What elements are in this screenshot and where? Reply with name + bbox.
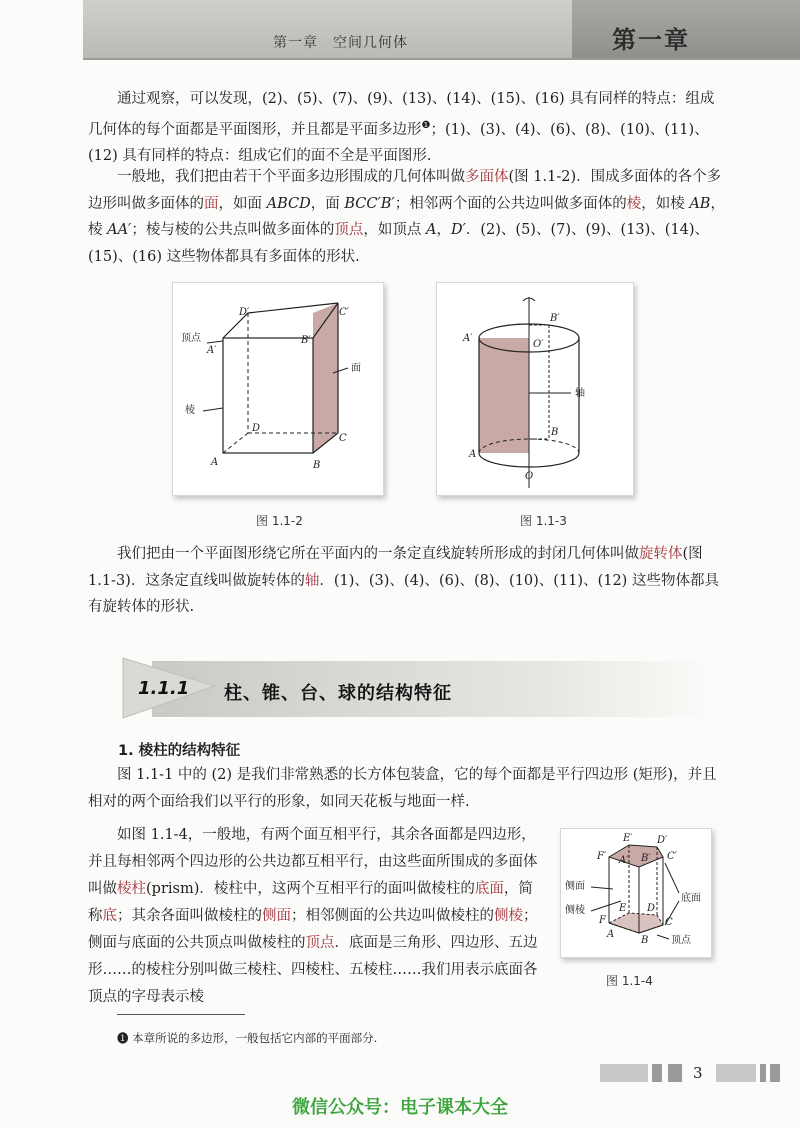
face-highlight xyxy=(313,303,338,453)
term-edge: 棱 xyxy=(626,195,642,212)
math: ABCD xyxy=(266,195,311,212)
label-vertex: 顶点 xyxy=(181,333,201,344)
label-O: O xyxy=(525,471,534,482)
label-E-prime: E′ xyxy=(623,833,633,844)
text: 我们把由一个平面图形绕它所在平面内的一条定直线旋转所形成的封闭几何体叫做 xyxy=(117,546,639,562)
label-C: C xyxy=(339,433,347,444)
cuboid-diagram xyxy=(173,283,383,495)
term-base-short: 底 xyxy=(102,908,117,924)
label-D: D xyxy=(647,903,656,914)
text: ；相邻两个面的公共边叫做多面体的 xyxy=(394,195,627,212)
label-D-prime: D′ xyxy=(239,307,250,318)
term-lateral-edge: 侧棱 xyxy=(494,908,523,924)
section-title: 柱、锥、台、球的结构特征 xyxy=(224,683,452,704)
text: ， xyxy=(436,222,451,238)
text: ，棱 xyxy=(88,195,725,238)
cylinder-diagram xyxy=(437,283,633,495)
label-B-prime: B′ xyxy=(641,853,651,864)
term-solid-of-revolution: 旋转体 xyxy=(639,546,683,562)
footer-bar xyxy=(760,1064,766,1082)
label-B: B xyxy=(641,935,649,946)
label-E: E xyxy=(619,903,627,914)
section-number: 1.1.1 xyxy=(138,678,190,699)
term-polyhedron: 多面体 xyxy=(465,169,509,185)
math: BCC′B′ xyxy=(344,195,395,212)
figure-1-1-3-caption: 图 1.1-3 xyxy=(520,514,567,528)
term-axis: 轴 xyxy=(304,572,320,589)
term-base: 底面 xyxy=(474,881,504,897)
label-A-prime: A′ xyxy=(207,345,217,356)
math: AB xyxy=(689,195,711,212)
footnote-mark: ❶ xyxy=(117,1031,129,1045)
label-O-prime: O′ xyxy=(533,339,544,350)
text: 一般地，我们把由若干个平面多边形围成的几何体叫做 xyxy=(117,169,465,185)
text: (图 1.1-2)．围成多面体的各个多边形叫做多面体的 xyxy=(88,169,722,212)
figure-1-1-4 xyxy=(560,828,712,958)
text: 图 1.1-1 中的 (2) 是我们非常熟悉的长方体包装盒，它的每个面都是平行四边形 (矩形)，并且相对的两个面给我们以平行的形象，如同天花板与地面一样. xyxy=(88,767,717,810)
text: (prism)．棱柱中，这两个互相平行的面叫做棱柱的 xyxy=(146,881,475,897)
paragraph-solid-of-revolution xyxy=(88,541,728,621)
label-axis: 轴 xyxy=(575,388,585,399)
label-B-prime: B′ xyxy=(550,313,560,324)
footer-bar xyxy=(716,1064,756,1082)
text: ；(1)、(3)、(4)、(6)、(8)、(10)、(11)、(12) 具有同样的特点：组成它们的面不全是平面图形. xyxy=(88,121,709,164)
text: ，简称 xyxy=(88,881,533,924)
footer-bar xyxy=(668,1064,682,1082)
label-C-prime: C′ xyxy=(667,851,677,862)
footer-bar xyxy=(652,1064,662,1082)
label-B: B xyxy=(313,460,321,471)
label-edge: 棱 xyxy=(185,405,195,416)
paragraph-cuboid-box xyxy=(88,762,728,815)
page-header xyxy=(83,0,800,60)
footer-bar xyxy=(770,1064,780,1082)
label-B-prime: B′ xyxy=(301,335,311,346)
header-chapter-title: 第一章 空间几何体 xyxy=(273,35,408,51)
chapter-badge xyxy=(572,0,800,58)
label-D-prime: D′ xyxy=(657,835,668,846)
term-vertex: 顶点 xyxy=(334,222,364,238)
prism-diagram xyxy=(561,829,711,957)
text: ；相邻侧面的公共边叫做棱柱的 xyxy=(291,908,494,924)
label-B: B xyxy=(551,427,559,438)
math: A xyxy=(425,222,437,238)
paragraph-observation xyxy=(88,86,728,169)
text: ．(2)、(5)、(7)、(9)、(13)、(14)、(15)、(16) 这些物体都具有多面体的形状. xyxy=(88,222,710,265)
math: AA′ xyxy=(107,222,132,238)
label-lateral-face: 侧面 xyxy=(565,881,585,892)
subheading-prism: 1. 棱柱的结构特征 xyxy=(118,743,241,759)
footnote-divider xyxy=(117,1014,245,1015)
label-A-prime: A′ xyxy=(619,855,629,866)
text: ，如面 xyxy=(218,195,267,212)
text: 通过观察，可以发现，(2)、(5)、(7)、(9)、(13)、(14)、(15)、(16) 具有同样的特点：组成几何体的每个面都是平面图形，并且都是平面多边形 xyxy=(88,91,715,138)
label-F-prime: F′ xyxy=(597,851,607,862)
text: (图 1.1-3)．这条定直线叫做旋转体的 xyxy=(88,546,703,589)
math: D′ xyxy=(450,222,466,238)
term-lateral-face: 侧面 xyxy=(262,908,291,924)
text: ；棱与棱的公共点叫做多面体的 xyxy=(131,222,335,238)
text: ，面 xyxy=(310,195,345,212)
text: ，如棱 xyxy=(641,195,690,212)
term-face: 面 xyxy=(204,195,219,212)
label-F: F xyxy=(599,915,606,926)
footnote-mark[interactable]: ❶ xyxy=(421,119,431,131)
footer-bar xyxy=(600,1064,648,1082)
footnote xyxy=(117,1030,377,1046)
chapter-badge-text: 第一章 xyxy=(612,26,690,54)
label-C: C xyxy=(665,917,673,928)
label-A: A xyxy=(211,457,219,468)
wechat-watermark: 微信公众号：电子课本大全 xyxy=(292,1097,508,1118)
label-A: A xyxy=(469,449,477,460)
paragraph-prism-definition xyxy=(88,822,543,1011)
text: ；侧面与底面的公共顶点叫做棱柱的 xyxy=(88,908,538,951)
footnote-text: 本章所说的多边形，一般包括它内部的平面部分. xyxy=(132,1031,378,1045)
figure-1-1-2 xyxy=(172,282,384,496)
label-base: 底面 xyxy=(681,893,701,904)
text: 如图 1.1-4，一般地，有两个面互相平行，其余各面都是四边形，并且每相邻两个四边形的公共边都互相平行，由这些面所围成的多面体叫做 xyxy=(88,827,538,897)
label-vertex: 顶点 xyxy=(671,935,691,946)
figure-1-1-3 xyxy=(436,282,634,496)
text: ；其余各面叫做棱柱的 xyxy=(117,908,262,924)
rotating-rectangle xyxy=(479,338,529,453)
figure-1-1-2-caption: 图 1.1-2 xyxy=(256,514,303,528)
label-face: 面 xyxy=(351,363,361,374)
text: ．底面是三角形、四边形、五边形……的棱柱分别叫做三棱柱、四棱柱、五棱柱……我们用表示底面各顶点的字母表示棱 xyxy=(88,935,538,1005)
label-A-prime: A′ xyxy=(463,333,473,344)
term-prism-vertex: 顶点 xyxy=(305,935,335,951)
label-lateral-edge: 侧棱 xyxy=(565,905,585,916)
term-prism: 棱柱 xyxy=(117,881,146,897)
label-D: D xyxy=(252,423,261,434)
label-C-prime: C′ xyxy=(339,307,349,318)
text: ，如顶点 xyxy=(363,222,426,238)
paragraph-polyhedron-definition xyxy=(88,164,728,270)
label-A: A xyxy=(607,929,615,940)
figure-1-1-4-caption: 图 1.1-4 xyxy=(606,974,653,988)
page-number: 3 xyxy=(693,1064,703,1082)
text: ．(1)、(3)、(4)、(6)、(8)、(10)、(11)、(12) 这些物体都具有旋转体的形状. xyxy=(88,572,719,615)
